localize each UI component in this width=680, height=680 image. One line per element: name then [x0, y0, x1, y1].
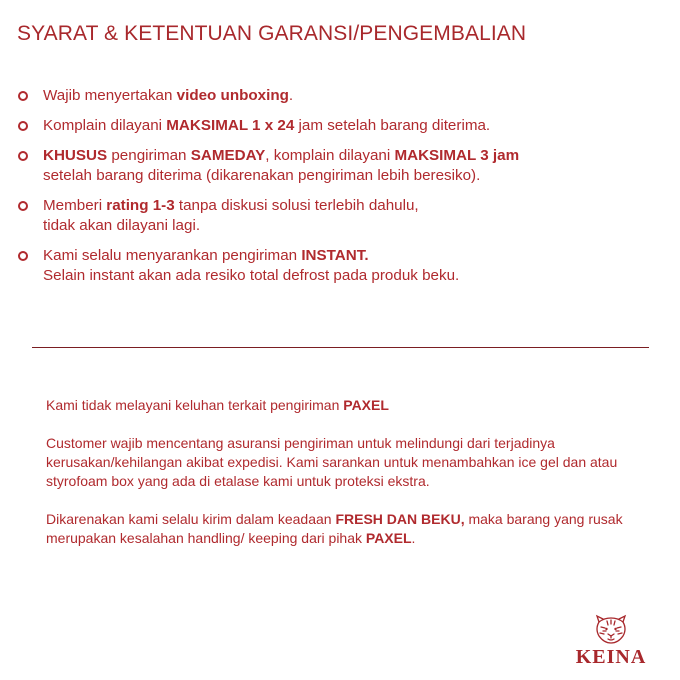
circle-bullet-icon [18, 151, 28, 161]
brand-logo [562, 613, 660, 668]
term-emphasis: MAKSIMAL 3 jam [394, 147, 520, 164]
term-text: Selain instant akan ada resiko total defrost pada produk beku. [43, 267, 460, 284]
term-emphasis: rating 1-3 [106, 197, 175, 214]
term-text: tidak akan dilayani lagi. [43, 217, 201, 234]
term-item-instant [17, 246, 657, 286]
note-text: maka barang yang rusak merupakan kesalahan handling/ keeping dari pihak [46, 511, 623, 546]
note-emphasis: PAXEL [365, 530, 412, 546]
term-emphasis: SAMEDAY [190, 147, 266, 164]
note-text: Kami tidak melayani keluhan terkait pengiriman [46, 397, 344, 413]
term-text: Komplain dilayani [43, 117, 167, 134]
term-text: setelah barang diterima (dikarenakan pengiriman lebih beresiko). [43, 167, 481, 184]
term-text: , komplain dilayani [265, 147, 395, 164]
term-emphasis: INSTANT. [301, 247, 369, 264]
term-text: Memberi [43, 197, 107, 214]
term-text: . [288, 87, 294, 104]
note-paxel [46, 396, 656, 415]
term-item-sameday [17, 146, 657, 186]
tiger-head-icon [591, 613, 631, 645]
term-item-rating [17, 196, 657, 236]
note-emphasis: PAXEL [343, 397, 389, 413]
term-emphasis: MAKSIMAL 1 x 24 [166, 117, 295, 134]
term-emphasis: video unboxing [176, 87, 289, 104]
term-item-unboxing [17, 86, 657, 106]
term-text: Kami selalu menyarankan pengiriman [43, 247, 302, 264]
term-text: jam setelah barang diterima. [294, 117, 491, 134]
note-text: Dikarenakan kami selalu kirim dalam keadaan [46, 511, 336, 527]
term-emphasis: KHUSUS [43, 147, 108, 164]
note-text: . [411, 530, 416, 546]
note-fresh-frozen [46, 510, 656, 548]
term-text: Wajib menyertakan [43, 87, 177, 104]
circle-bullet-icon [18, 201, 28, 211]
circle-bullet-icon [18, 251, 28, 261]
term-text: pengiriman [107, 147, 191, 164]
note-insurance: Customer wajib mencentang asuransi pengiriman untuk melindungi dari terjadinya kerusakan/kehilangan akibat expedisi. Kami sarankan untuk menambahkan ice gel dan atau styrofoam box yang ada di etalase kami untuk proteksi ekstra. [46, 435, 618, 489]
brand-wordmark: KEINA [575, 646, 647, 668]
terms-list [17, 86, 657, 296]
page-title: SYARAT & KETENTUAN GARANSI/PENGEMBALIAN [17, 22, 527, 45]
section-divider [32, 347, 649, 348]
shipping-notes [46, 396, 656, 567]
circle-bullet-icon [18, 91, 28, 101]
term-item-complaint-window [17, 116, 657, 136]
note-emphasis: FRESH DAN BEKU, [335, 511, 465, 527]
circle-bullet-icon [18, 121, 28, 131]
term-text: tanpa diskusi solusi terlebih dahulu, [174, 197, 419, 214]
